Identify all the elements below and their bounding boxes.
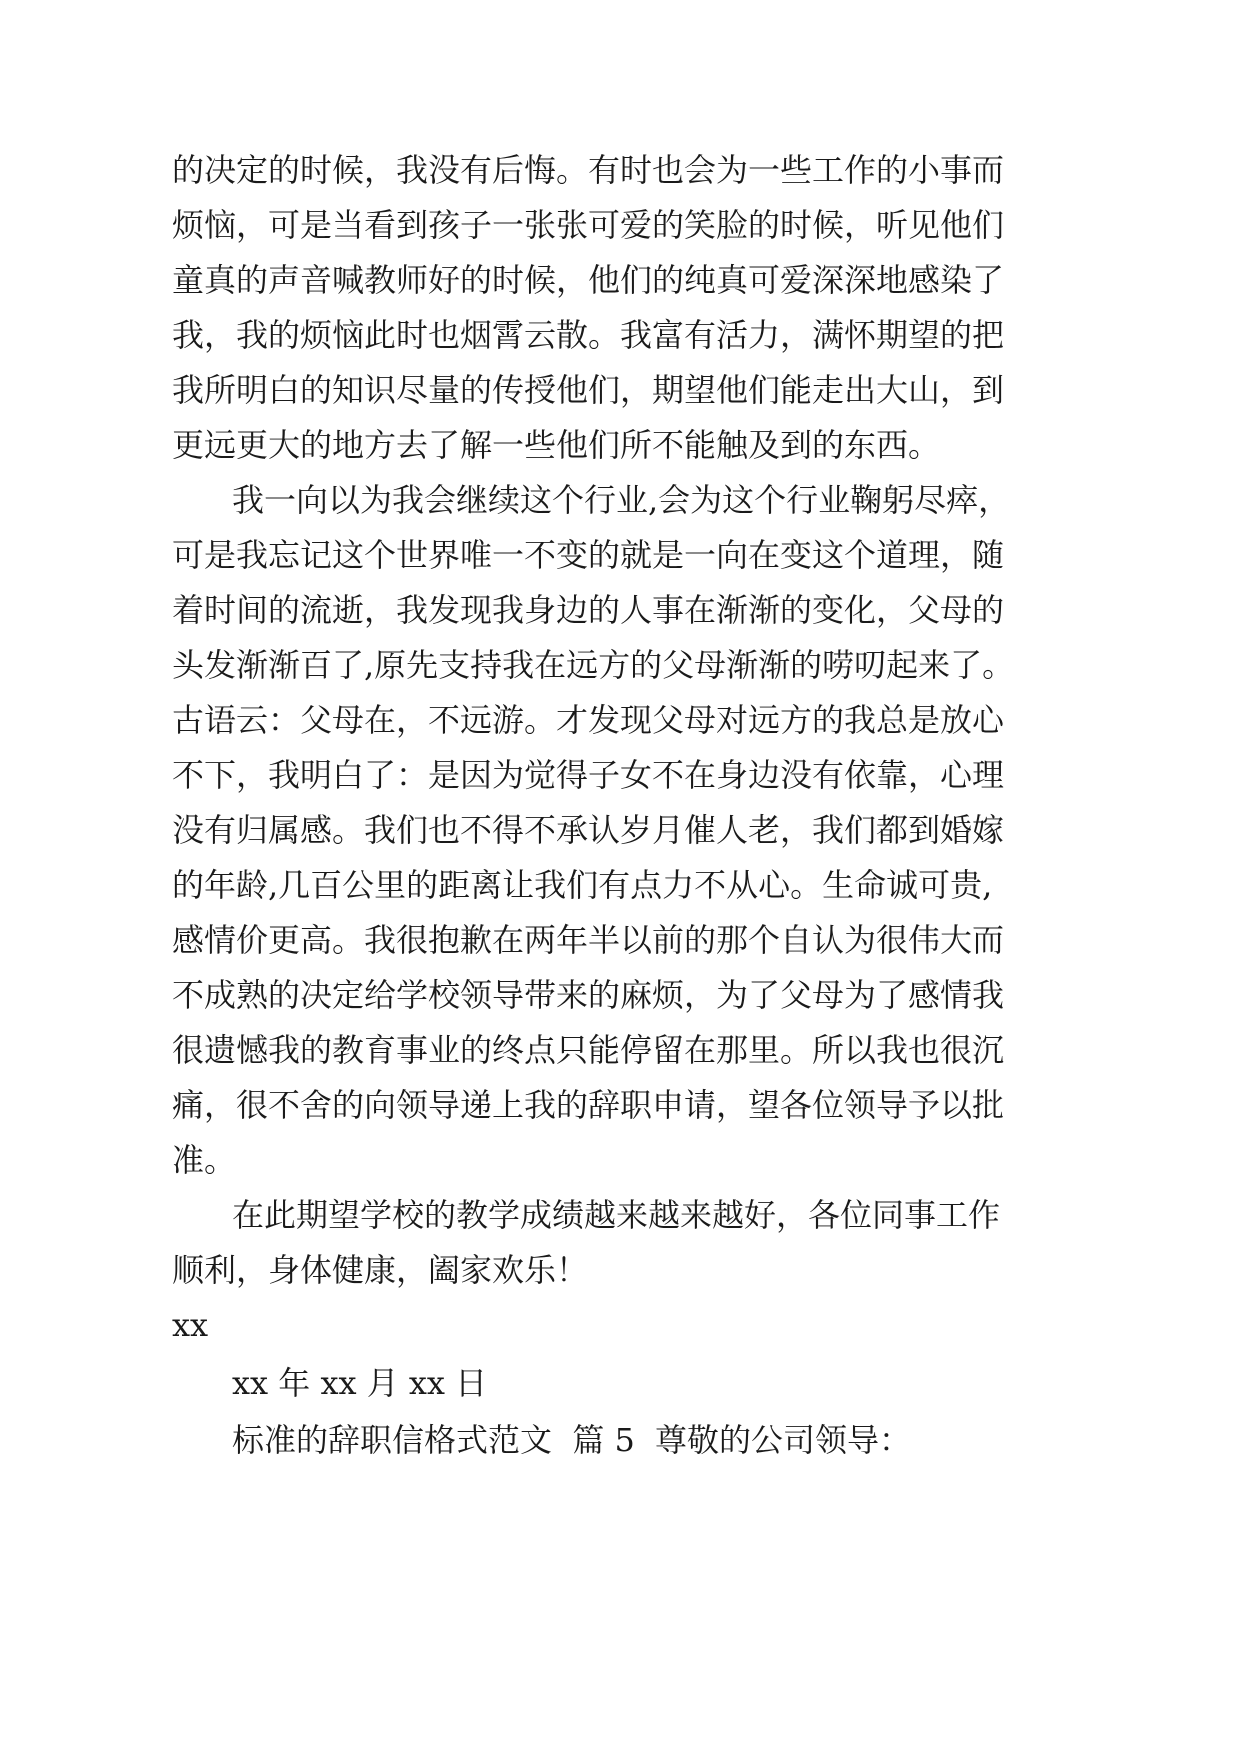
salutation: 尊敬的公司领导： <box>655 1421 912 1459</box>
paragraph-line: 我所明白的知识尽量的传授他们，期望他们能走出大山，到 <box>172 371 1005 409</box>
paragraph-line: 我，我的烦恼此时也烟霄云散。我富有活力，满怀期望的把 <box>172 316 1005 354</box>
paragraph-line: 痛，很不舍的向领导递上我的辞职申请，望各位领导予以批 <box>172 1086 1005 1124</box>
paragraph-line: 烦恼，可是当看到孩子一张张可爱的笑脸的时候，听见他们 <box>172 206 1005 244</box>
paragraph-line: 很遗憾我的教育事业的终点只能停留在那里。所以我也很沉 <box>172 1031 1005 1069</box>
paragraph-line: 顺利，身体健康，阖家欢乐！ <box>172 1251 589 1289</box>
paragraph-line: 的决定的时候，我没有后悔。有时也会为一些工作的小事而 <box>172 151 1005 189</box>
paragraph-line: 古语云：父母在，不远游。才发现父母对远方的我总是放心 <box>172 701 1005 739</box>
paragraph-line: 感情价更高。我很抱歉在两年半以前的那个自认为很伟大而 <box>172 921 1005 959</box>
paragraph-line: 不成熟的决定给学校领导带来的麻烦，为了父母为了感情我 <box>172 976 1005 1014</box>
date-line: xx 年 xx 月 xx 日 <box>232 1364 488 1402</box>
paragraph-line: 童真的声音喊教师好的时候，他们的纯真可爱深深地感染了 <box>172 261 1005 299</box>
section-title: 标准的辞职信格式范文 篇 5 <box>232 1421 635 1459</box>
paragraph-line: 着时间的流逝，我发现我身边的人事在渐渐的变化，父母的 <box>172 591 1005 629</box>
paragraph-line: 头发渐渐百了,原先支持我在远方的父母渐渐的唠叨起来了。 <box>172 646 1015 684</box>
paragraph-line: 的年龄,几百公里的距离让我们有点力不从心。生命诚可贵, <box>172 866 993 904</box>
paragraph-line: 可是我忘记这个世界唯一不变的就是一向在变这个道理，随 <box>172 536 1005 574</box>
paragraph-line: 在此期望学校的教学成绩越来越来越好，各位同事工作 <box>232 1196 1001 1234</box>
paragraph-line: 更远更大的地方去了解一些他们所不能触及到的东西。 <box>172 426 941 464</box>
paragraph-line: 没有归属感。我们也不得不承认岁月催人老，我们都到婚嫁 <box>172 811 1005 849</box>
paragraph-line: 我一向以为我会继续这个行业,会为这个行业鞠躬尽瘁， <box>232 481 1011 519</box>
signature: xx <box>172 1306 209 1344</box>
paragraph-line: 不下，我明白了：是因为觉得子女不在身边没有依靠，心理 <box>172 756 1005 794</box>
paragraph-line: 准。 <box>172 1141 237 1179</box>
